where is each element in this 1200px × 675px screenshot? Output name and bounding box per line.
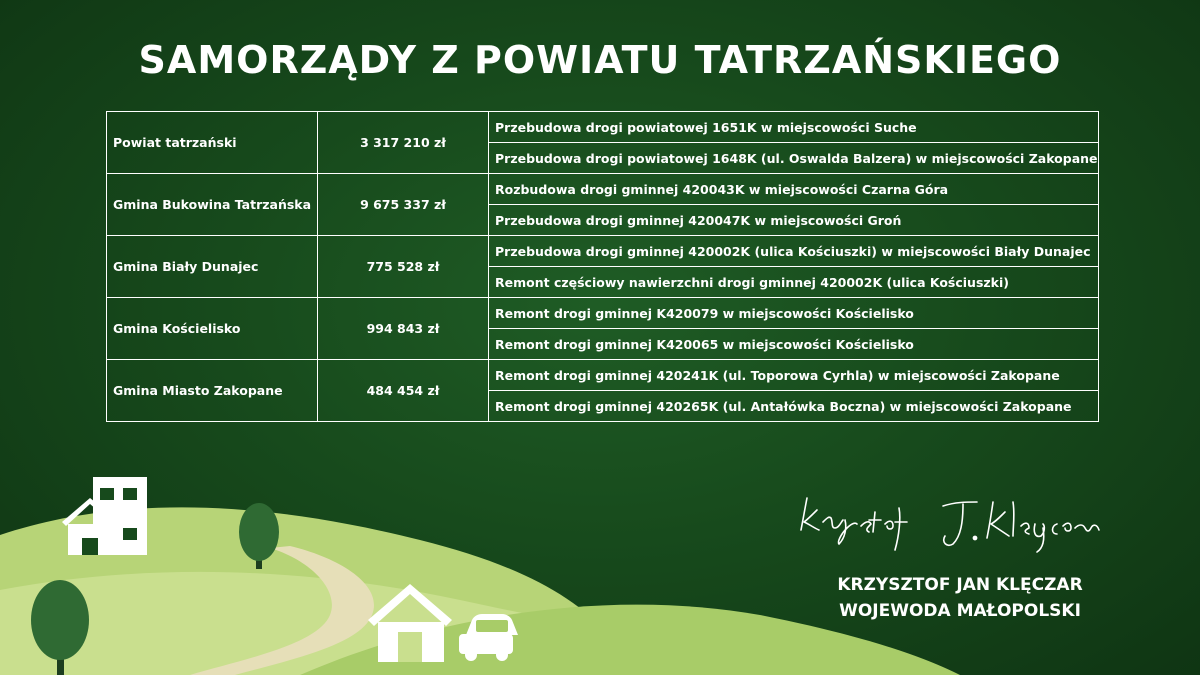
table-row — [107, 298, 1099, 329]
signatory-name: KRZYSZTOF JAN KLĘCZAR — [837, 575, 1083, 595]
project-name: Remont drogi gminnej 420265K (ul. Antałówka Boczna) w miejscowości Zakopane — [489, 391, 1099, 422]
project-name: Rozbudowa drogi gminnej 420043K w miejscowości Czarna Góra — [489, 174, 1099, 205]
grants-table — [106, 111, 1099, 422]
project-name: Przebudowa drogi powiatowej 1648K (ul. Oswalda Balzera) w miejscowości Zakopane — [489, 143, 1099, 174]
municipality-name: Powiat tatrzański — [107, 112, 318, 174]
project-name: Przebudowa drogi gminnej 420047K w miejscowości Groń — [489, 205, 1099, 236]
municipality-name: Gmina Bukowina Tatrzańska — [107, 174, 318, 236]
municipality-name: Gmina Kościelisko — [107, 298, 318, 360]
grant-amount: 775 528 zł — [318, 236, 489, 298]
project-name: Remont drogi gminnej K420065 w miejscowości Kościelisko — [489, 329, 1099, 360]
project-name: Przebudowa drogi powiatowej 1651K w miejscowości Suche — [489, 112, 1099, 143]
project-name: Remont drogi gminnej K420079 w miejscowości Kościelisko — [489, 298, 1099, 329]
table-row — [107, 360, 1099, 391]
grant-amount: 484 454 zł — [318, 360, 489, 422]
table-row — [107, 236, 1099, 267]
municipality-name: Gmina Miasto Zakopane — [107, 360, 318, 422]
signatory-position: WOJEWODA MAŁOPOLSKI — [839, 601, 1081, 621]
signature — [795, 488, 1115, 558]
grant-amount: 3 317 210 zł — [318, 112, 489, 174]
page-title: SAMORZĄDY Z POWIATU TATRZAŃSKIEGO — [138, 38, 1062, 82]
municipality-name: Gmina Biały Dunajec — [107, 236, 318, 298]
project-name: Remont drogi gminnej 420241K (ul. Toporowa Cyrhla) w miejscowości Zakopane — [489, 360, 1099, 391]
project-name: Przebudowa drogi gminnej 420002K (ulica Kościuszki) w miejscowości Biały Dunajec — [489, 236, 1099, 267]
table-row — [107, 174, 1099, 205]
grant-amount: 994 843 zł — [318, 298, 489, 360]
table-row — [107, 112, 1099, 143]
project-name: Remont częściowy nawierzchni drogi gminnej 420002K (ulica Kościuszki) — [489, 267, 1099, 298]
grant-amount: 9 675 337 zł — [318, 174, 489, 236]
